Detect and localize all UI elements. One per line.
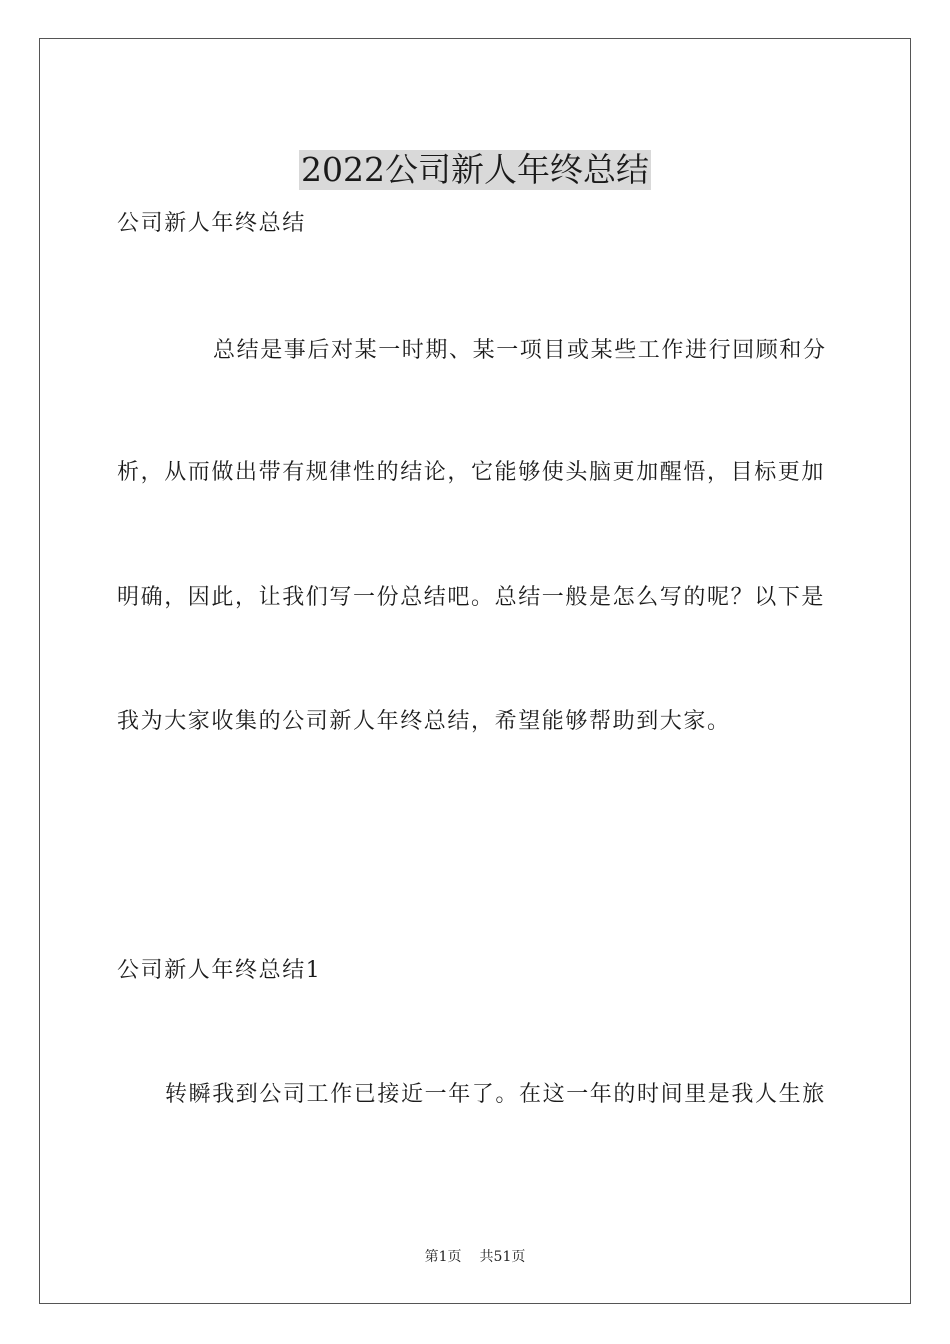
paragraph-line-4: 我为大家收集的公司新人年终总结，希望能够帮助到大家。 (117, 709, 731, 734)
page-footer (0, 1248, 950, 1266)
page-number: 第1页 (424, 1249, 462, 1265)
paragraph-line-3: 明确，因此，让我们写一份总结吧。总结一般是怎么写的呢？以下是 (117, 585, 826, 610)
paragraph-line-2: 析，从而做出带有规律性的结论，它能够使头脑更加醒悟，目标更加 (117, 460, 826, 485)
page-total: 共51页 (479, 1249, 526, 1265)
paragraph-line-5: 转瞬我到公司工作已接近一年了。在这一年的时间里是我人生旅 (165, 1082, 826, 1107)
section-heading: 公司新人年终总结1 (117, 958, 322, 983)
subtitle-line: 公司新人年终总结 (117, 211, 306, 236)
paragraph-line-1: 总结是事后对某一时期、某一项目或某些工作进行回顾和分 (213, 338, 827, 363)
document-title: 2022公司新人年终总结 (301, 150, 649, 190)
title-wrap (0, 128, 950, 212)
